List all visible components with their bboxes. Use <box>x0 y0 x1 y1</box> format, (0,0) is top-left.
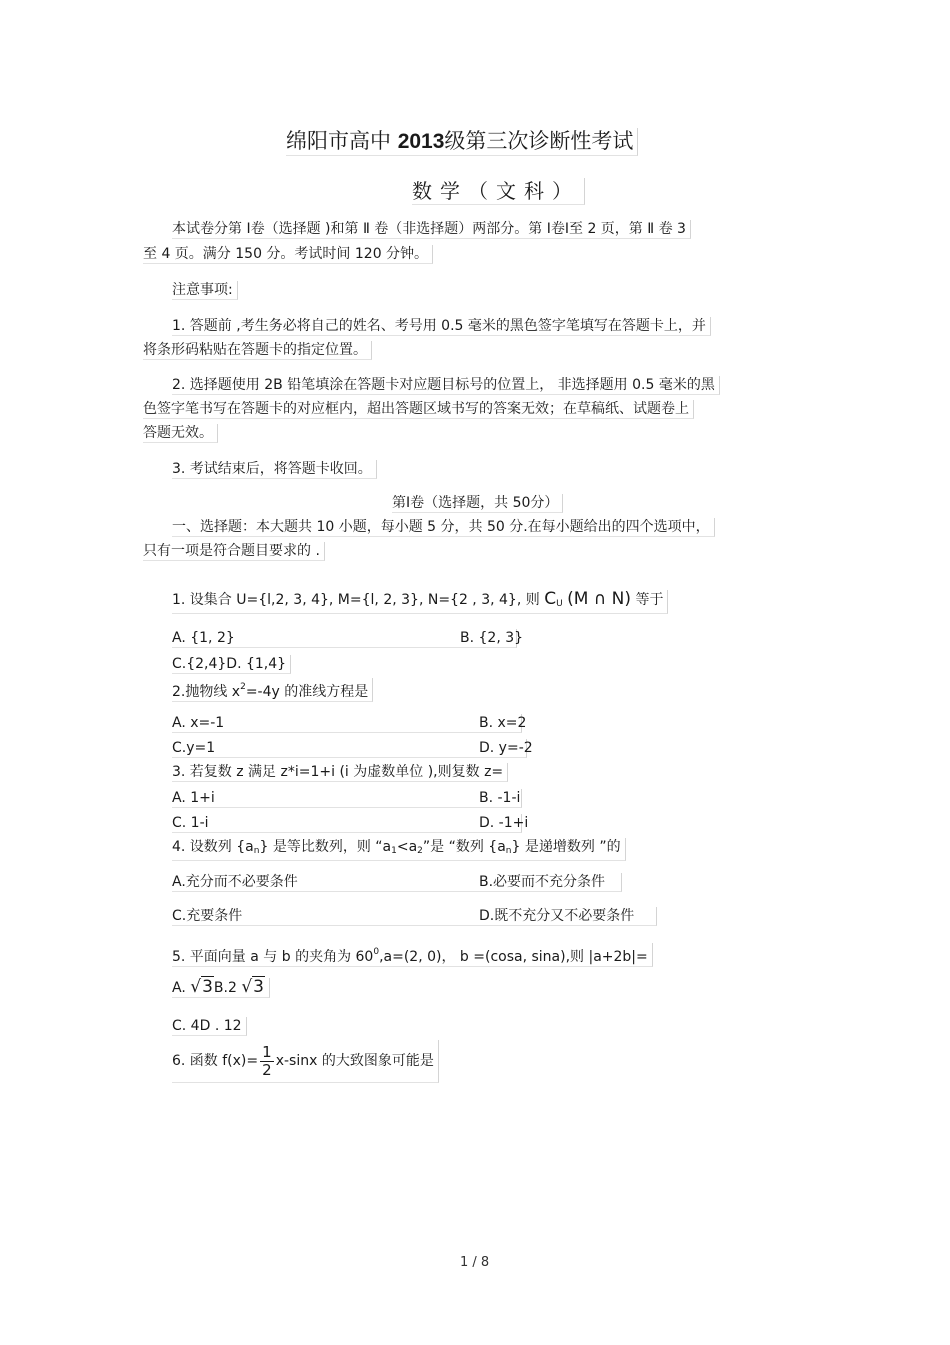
question-5-stem: 5. 平面向量 a 与 b 的夹角为 $60^0,a=(2$, 0)， b =(cosa, sina),则 |a+2b|= <box>172 943 653 967</box>
question-2-option-b: B. x=2 <box>479 715 527 731</box>
question-4-option-d: D.既不充分又不必要条件 <box>479 908 635 924</box>
question-4-option-b: B.必要而不充分条件 <box>479 874 606 890</box>
question-3-option-a: A. 1+i <box>172 789 522 808</box>
sqrt-symbol: √3 <box>241 977 264 997</box>
intro-line-2: 至 4 页。满分 150 分。考试时间 120 分钟。 <box>143 245 433 264</box>
notes-heading: 注意事项: <box>172 281 238 300</box>
question-1-options-cd: C.{2,4}D. {1,4} <box>172 655 291 674</box>
question-4-option-c: C.充要条件 <box>172 907 657 926</box>
complement-symbol: $C_U$ <box>544 589 563 609</box>
section-1-desc-line-2: 只有一项是符合题目要求的 . <box>143 542 325 561</box>
note-1-line-2: 将条形码粘贴在答题卡的指定位置。 <box>143 341 372 360</box>
question-1-option-a: A. {1, 2} <box>172 629 517 648</box>
note-2-line-3: 答题无效。 <box>143 424 218 443</box>
question-3-option-d: D. -1+i <box>479 815 529 831</box>
question-6-stem: 6. 函数 f(x)= $\frac{1}{2}$ x-sinx 的大致图象可能是 <box>172 1040 439 1083</box>
title-part-a: 绵阳市高中 <box>286 129 391 153</box>
question-5-options-cd: C. 4D . 12 <box>172 1017 247 1036</box>
intro-line-1: 本试卷分第 Ⅰ卷（选择题 )和第 Ⅱ 卷（非选择题）两部分。第 Ⅰ卷Ⅰ至 2 页，第 Ⅱ 卷 3 <box>172 220 691 239</box>
title-part-b: 级第三次诊断性考试 <box>444 129 634 153</box>
question-4-stem: 4. 设数列 $\{a_n\}$ 是等比数列，则 “$a_1<a_2$”是 “数列 $\{a_n\}$ 是递增数列 ”的 <box>172 838 626 861</box>
note-1-line-1: 1. 答题前 ,考生务必将自己的姓名、考号用 0.5 毫米的黑色签字笔填写在答题卡上，并 <box>172 317 711 336</box>
question-2-stem: 2.抛物线 $x^2=-4y$ 的准线方程是 <box>172 678 373 702</box>
question-2-option-a: A. x=-1 <box>172 714 522 733</box>
question-2-option-d: D. y=-2 <box>479 740 533 756</box>
page-subtitle: 数学（文科） <box>412 178 585 205</box>
section-1-desc-line-1: 一、选择题：本大题共 10 小题，每小题 5 分，共 50 分.在每小题给出的四个选项中， <box>172 518 715 537</box>
fraction-one-half: $\frac{1}{2}$ <box>262 1042 272 1079</box>
section-1-title: 第Ⅰ卷（选择题，共 50分） <box>392 494 563 513</box>
note-3: 3. 考试结束后，将答题卡收回。 <box>172 460 377 479</box>
question-3-option-b: B. -1-i <box>479 790 521 806</box>
question-3-stem: 3. 若复数 z 满足 z*i=1+i (i 为虚数单位 ),则复数 z= <box>172 763 508 782</box>
page-number: 1 / 8 <box>460 1255 490 1270</box>
page-title <box>286 128 638 156</box>
question-1-option-b: B. {2, 3} <box>460 630 524 646</box>
question-3-option-c: C. 1-i <box>172 814 522 833</box>
question-4-option-a: A.充分而不必要条件 <box>172 873 622 892</box>
question-1-stem: 1. 设集合 U={l,2, 3, 4}, M={l, 2, 3}, N={2 , 3, 4}, 则 $C_U$ (M ∩ N) 等于 <box>172 590 668 614</box>
note-2-line-1: 2. 选择题使用 2B 铅笔填涂在答题卡对应题目标号的位置上， 非选择题用 0.5 毫米的黑 <box>172 376 720 395</box>
question-2-option-c: C.y=1 <box>172 739 527 758</box>
question-5-options-ab: A. √3B.2 √3 <box>172 978 270 998</box>
title-year: 2013 <box>397 130 445 153</box>
note-2-line-2: 色签字笔书写在答题卡的对应框内，超出答题区域书写的答案无效；在草稿纸、试题卷上 <box>143 400 694 419</box>
sqrt-symbol: √3 <box>190 977 213 997</box>
